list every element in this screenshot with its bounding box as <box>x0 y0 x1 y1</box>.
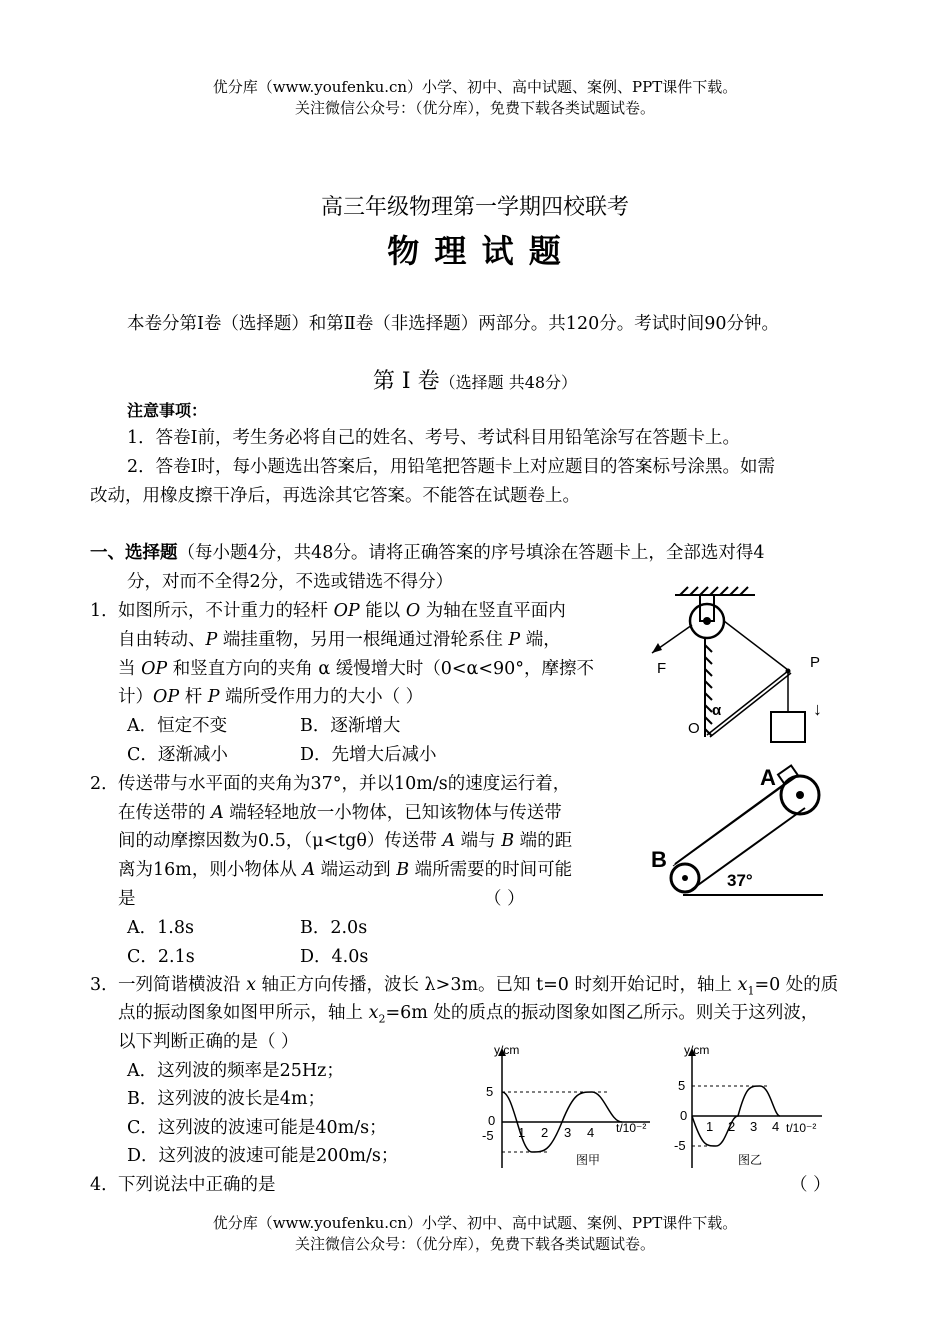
graph-a-y-neg: -5 <box>482 1128 494 1143</box>
q2-option-a: A．1.8s <box>127 918 194 938</box>
pulley-axle <box>703 617 711 625</box>
q4-number: 4． <box>90 1175 119 1195</box>
graph-b-zero: 0 <box>680 1108 688 1123</box>
graph-a-y-pos: 5 <box>486 1084 494 1099</box>
graph-a-caption: 图甲 <box>576 1153 601 1167</box>
graph-a-tick-2: 2 <box>541 1125 549 1140</box>
q2-answer-paren: （ ） <box>484 889 525 909</box>
exam-title: 物 理 试 题 <box>387 232 563 270</box>
graph-b-tick-1: 1 <box>706 1119 714 1134</box>
q1-line-1: 如图所示，不计重力的轻杆 OP 能以 O 为轴在竖直平面内 <box>118 601 566 621</box>
label-o: O <box>688 720 700 737</box>
ceiling-hatch <box>675 587 755 595</box>
arrow-down-icon: ↓ <box>813 699 822 719</box>
notice-2a: 2．答卷Ⅰ时，每小题选出答案后，用铅笔把答题卡上对应题目的答案标号涂黑。如需 <box>127 457 776 477</box>
graph-b-tick-3: 3 <box>750 1119 758 1134</box>
q2-option-b: B．2.0s <box>300 918 368 938</box>
q2-line-2: 在传送带的 A 端轻轻地放一小物体，已知该物体与传送带 <box>118 803 562 823</box>
footer-line-1: 优分库（www.youfenku.cn）小学、初中、高中试题、案例、PPT课件下载。 <box>212 1214 738 1232</box>
q1-line-2: 自由转动、P 端挂重物，另用一根绳通过滑轮系住 P 端， <box>118 630 561 650</box>
graph-a-tick-3: 3 <box>564 1125 572 1140</box>
part1-heading <box>0 364 950 395</box>
q1-option-a: A．恒定不变 <box>127 716 228 736</box>
section1-desc-2: 分，对而不全得2分，不选或错选不得分） <box>127 572 454 592</box>
q1-number: 1． <box>90 601 119 621</box>
q2-line-1: 传送带与水平面的夹角为37°，并以10m/s的速度运行着， <box>118 774 571 794</box>
q1-line-4: 计）OP 杆 P 端所受作用力的大小（ ） <box>118 687 424 707</box>
q1-option-b: B．逐渐增大 <box>300 716 401 736</box>
section1-header <box>90 539 765 564</box>
hanging-weight <box>771 712 805 742</box>
notice-title: 注意事项： <box>127 401 208 420</box>
graph-a-xlabel: t/10⁻² <box>616 1121 647 1135</box>
force-f-arrowhead <box>652 643 662 653</box>
label-angle: 37° <box>727 871 753 890</box>
q2-figure <box>645 760 830 900</box>
q2-number: 2． <box>90 774 119 794</box>
graph-b <box>674 1043 822 1168</box>
belt-top <box>675 780 790 864</box>
q2-option-c: C．2.1s <box>127 947 195 967</box>
part1-title: 第 Ⅰ 卷 <box>372 369 440 394</box>
graph-b-tick-2: 2 <box>728 1119 736 1134</box>
roller-b-axle <box>682 875 688 881</box>
q3-option-b: B．这列波的波长是4m； <box>127 1089 326 1109</box>
notice-1: 1．答卷Ⅰ前，考生务必将自己的姓名、考号、考试科目用铅笔涂写在答题卡上。 <box>127 428 741 448</box>
graph-a <box>482 1043 650 1168</box>
belt-top-2 <box>673 782 789 866</box>
graph-a-ylabel: y/cm <box>494 1043 520 1057</box>
roller-a-axle <box>796 791 804 799</box>
block-object <box>778 765 798 784</box>
q3-line-1: 一列简谐横波沿 x 轴正方向传播，波长 λ>3m。已知 t=0 时刻开始记时，轴上 $x_1=0$ 处的质 <box>118 975 839 998</box>
q2-line-5: 是 <box>118 889 136 909</box>
graph-b-y-neg: -5 <box>674 1138 686 1153</box>
q3-line-3: 以下判断正确的是（ ） <box>118 1032 299 1052</box>
q2-option-d: D．4.0s <box>300 947 369 967</box>
graph-b-caption: 图乙 <box>738 1153 763 1167</box>
label-alpha: α <box>712 702 722 719</box>
q4-answer-paren: （ ） <box>790 1175 831 1195</box>
q2-line-3: 间的动摩擦因数为0.5，（μ<tgθ）传送带 A 端与 B 端的距 <box>118 831 573 851</box>
exam-subtitle: 高三年级物理第一学期四校联考 <box>320 195 629 220</box>
section1-desc: （每小题4分，共48分。请将正确答案的序号填涂在答题卡上，全部选对得4 <box>177 543 765 563</box>
q4-text: 下列说法中正确的是 <box>118 1175 276 1195</box>
label-b: B <box>651 847 667 872</box>
graph-a-tick-1: 1 <box>518 1125 526 1140</box>
q3-graphs <box>480 1040 840 1175</box>
q1-figure <box>640 585 840 750</box>
graph-b-y-pos: 5 <box>678 1078 686 1093</box>
q2-line-4: 离为16m，则小物体从 A 端运动到 B 端所需要的时间可能 <box>118 860 573 880</box>
q3-line-2: 点的振动图象如图甲所示，轴上 $x_2=6m$ 处的质点的振动图象如图乙所示。则关于这列波， <box>118 1003 819 1026</box>
q3-option-c: C．这列波的波速可能是40m/s； <box>127 1118 387 1138</box>
graph-b-xlabel: t/10⁻² <box>786 1121 817 1135</box>
q3-option-a: A．这列波的频率是25Hz； <box>127 1061 344 1081</box>
graph-b-ylabel: y/cm <box>684 1043 710 1057</box>
notice-2b: 改动，用橡皮擦干净后，再选涂其它答案。不能答在试题卷上。 <box>90 486 580 506</box>
graph-a-zero: 0 <box>488 1113 496 1128</box>
part1-note: （选择题 共48分） <box>439 373 578 392</box>
header-line-1: 优分库（www.youfenku.cn）小学、初中、高中试题、案例、PPT课件下载。 <box>212 78 738 96</box>
footer-line-2: 关注微信公众号：（优分库），免费下载各类试题试卷。 <box>294 1235 655 1253</box>
q1-option-d: D．先增大后减小 <box>300 745 437 765</box>
label-p: P <box>810 654 821 671</box>
rod-op-edge <box>710 673 791 737</box>
graph-b-tick-4: 4 <box>772 1119 780 1134</box>
q3-option-d: D．这列波的波速可能是200m/s； <box>127 1146 399 1166</box>
q1-line-3: 当 OP 和竖直方向的夹角 α 缓慢增大时（0<α<90°，摩擦不 <box>118 659 595 679</box>
wall <box>705 638 712 737</box>
intro-text: 本卷分第Ⅰ卷（选择题）和第Ⅱ卷（非选择题）两部分。共120分。考试时间90分钟。 <box>127 314 779 334</box>
header-line-2: 关注微信公众号：（优分库），免费下载各类试题试卷。 <box>294 99 655 117</box>
section1-label: 一、选择题 <box>90 543 178 563</box>
q1-option-c: C．逐渐减小 <box>127 745 228 765</box>
q3-number: 3． <box>90 975 119 995</box>
rope <box>724 621 788 670</box>
graph-a-tick-4: 4 <box>587 1125 595 1140</box>
label-a: A <box>760 765 776 790</box>
label-f: F <box>657 660 667 677</box>
